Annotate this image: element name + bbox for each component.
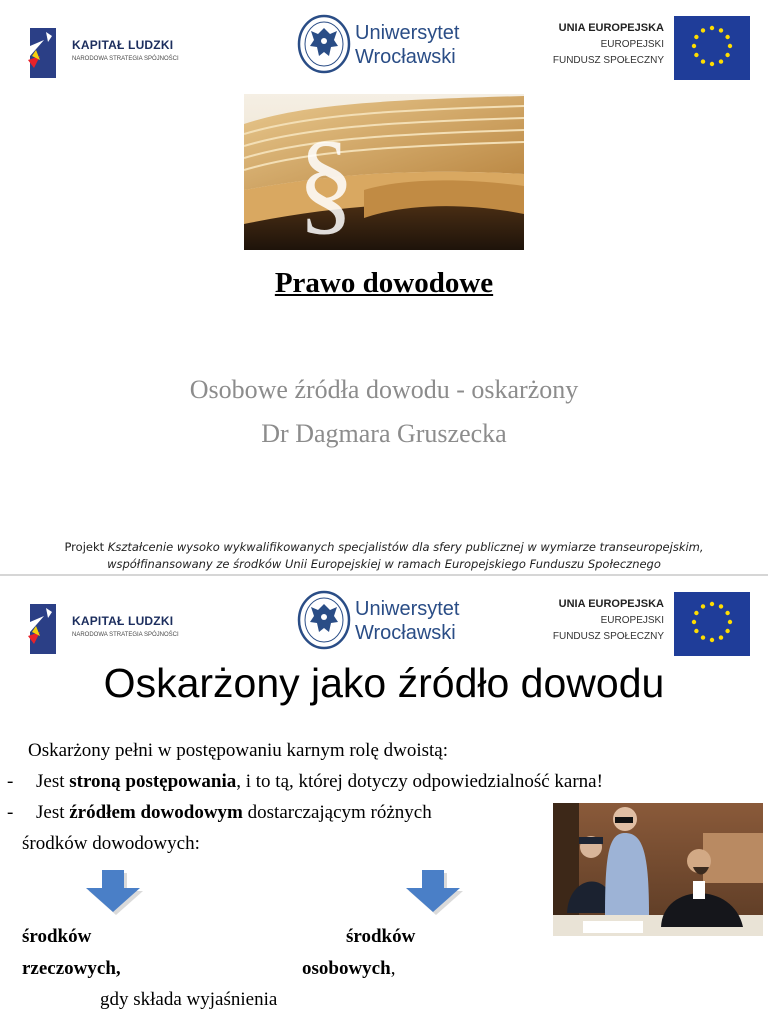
left-column-line2: rzeczowych, [22,958,121,979]
eu-subtitle-2: FUNDUSZ SPOŁECZNY [552,55,664,66]
presentation-subtitle: Osobowe źródła dowodu - oskarżony [189,375,579,404]
kapital-ludzki-subtitle: NARODOWA STRATEGIA SPÓJNOŚCI [72,56,179,62]
university-name-line2: Wrocławski [355,46,456,68]
open-book-paragraph-image [244,94,524,250]
project-footer-line2: współfinansowany ze środków Unii Europejskiej w ramach Europejskiego Funduszu Społecznego [107,557,661,571]
bullet-1-bold: stroną postępowania [69,771,237,792]
eu-subtitle-1: EUROPEJSKI [600,615,664,626]
eu-flag-icon [674,16,750,80]
right-column-line2-comma: , [390,958,396,979]
university-name-line1: Uniwersytet [355,598,460,620]
bullet-2-post: dostarczającym różnych [242,802,432,823]
left-column-line1: środków [22,926,92,947]
bullet-2 [7,802,432,824]
slide-content [0,576,768,1024]
bullet-1 [7,771,603,793]
university-seal-icon [297,14,351,74]
eu-flag-icon [674,592,750,656]
kapital-ludzki-logo [26,24,226,80]
kapital-ludzki-emblem-icon [26,26,60,80]
university-logo [297,590,477,654]
presentation-title: Prawo dowodowe [274,267,494,299]
right-column-line2-bold: osobowych [302,958,391,979]
kapital-ludzki-title: KAPITAŁ LUDZKI [72,38,174,52]
university-seal-icon [297,590,351,650]
bullet-1-dash: - [7,771,14,792]
bullet-1-pre: Jest [36,771,70,792]
eu-logo [548,16,752,80]
svg-text:§: § [297,118,355,246]
bullet-2-pre: Jest [36,802,70,823]
eu-title: UNIA EUROPEJSKA [558,598,664,610]
kapital-ludzki-emblem-icon [26,602,60,656]
project-footer-prefix: Projekt [64,540,108,554]
right-column-line2 [302,958,395,980]
eu-subtitle-2: FUNDUSZ SPOŁECZNY [552,631,664,642]
arrow-down-right-icon [400,868,466,916]
kapital-ludzki-title: KAPITAŁ LUDZKI [72,614,174,628]
right-column-line1: środków [346,926,416,947]
slide-heading: Oskarżony jako źródło dowodu [103,660,665,706]
university-name-line2: Wrocławski [355,622,456,644]
kapital-ludzki-logo [26,600,226,656]
project-name: Kształcenie wysoko wykwalifikowanych specjalistów dla sfery publicznej w wymiarze transeuropejskim, [107,540,704,554]
bullet-2-dash: - [7,802,14,823]
presentation-author: Dr Dagmara Gruszecka [261,419,507,448]
bullet-2-continuation: środków dowodowych: [22,833,200,854]
kapital-ludzki-subtitle: NARODOWA STRATEGIA SPÓJNOŚCI [72,632,179,638]
project-footer-line1 [0,539,768,556]
eu-subtitle-1: EUROPEJSKI [600,39,664,50]
university-name-line1: Uniwersytet [355,22,460,44]
bullet-1-post: , i to tą, której dotyczy odpowiedzialność karna! [236,771,603,792]
eu-title: UNIA EUROPEJSKA [558,22,664,34]
intro-text: Oskarżony pełni w postępowaniu karnym rolę dwoistą: [28,740,449,761]
university-logo [297,14,477,78]
project-footer [0,539,768,573]
arrow-down-left-icon [80,868,146,916]
courtroom-photo [553,803,763,936]
left-column-line3: gdy składa wyjaśnienia [100,989,278,1010]
eu-logo [548,592,752,656]
bullet-2-bold: źródłem dowodowym [69,802,243,823]
